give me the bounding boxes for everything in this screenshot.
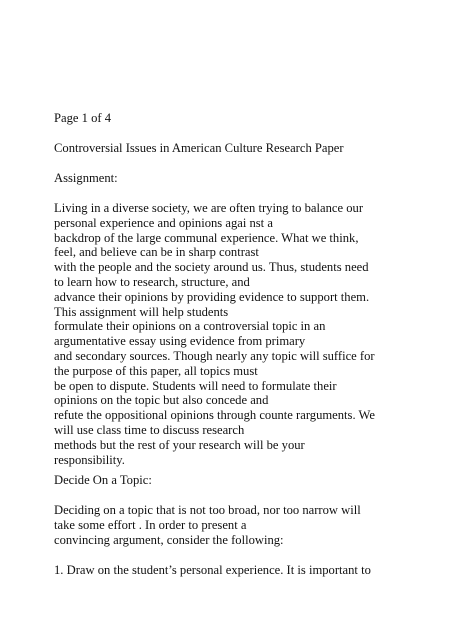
- paragraph-line: to learn how to research, structure, and: [54, 274, 250, 289]
- paragraph-line: feel, and believe can be in sharp contrast: [54, 245, 259, 260]
- paragraph-line: backdrop of the large communal experience. What we think,: [54, 230, 359, 245]
- paragraph-line: personal experience and opinions agai nst a: [54, 215, 273, 230]
- paragraph-line: Living in a diverse society, we are often trying to balance our: [54, 201, 364, 215]
- paragraph-line: Deciding on a topic that is not too broad, nor too narrow will: [54, 503, 361, 517]
- paragraph-line: argumentative essay using evidence from primary: [54, 334, 306, 349]
- paragraph-line: take some effort . In order to present a: [54, 517, 247, 532]
- paragraph-line: responsibility.: [54, 452, 125, 467]
- paragraph-line: convincing argument, consider the following:: [54, 532, 284, 547]
- paragraph-line: advance their opinions by providing evidence to support them.: [54, 289, 370, 304]
- assignment-paragraph: [54, 201, 404, 467]
- topic-paragraph: [54, 503, 404, 547]
- paragraph-line: and secondary sources. Though nearly any topic will suffice for: [54, 348, 375, 363]
- paragraph-line: opinions on the topic but also concede and: [54, 393, 269, 408]
- paragraph-line: will use class time to discuss research: [54, 422, 245, 437]
- assignment-heading: Assignment:: [54, 171, 118, 185]
- paragraph-line: with the people and the society around us. Thus, students need: [54, 260, 369, 275]
- paragraph-line: be open to dispute. Students will need to formulate their: [54, 378, 337, 393]
- paragraph-line: the purpose of this paper, all topics must: [54, 363, 258, 378]
- document-title: Controversial Issues in American Culture Research Paper: [54, 141, 344, 155]
- page-header: Page 1 of 4: [54, 111, 112, 125]
- paragraph-line: refute the oppositional opinions through counte rarguments. We: [54, 408, 375, 423]
- paragraph-line: methods but the rest of your research will be your: [54, 437, 305, 452]
- list-item-1: 1. Draw on the student’s personal experience. It is important to: [54, 563, 371, 577]
- paragraph-line: formulate their opinions on a controversial topic in an: [54, 319, 326, 334]
- topic-heading: Decide On a Topic:: [54, 473, 152, 487]
- paragraph-line: This assignment will help students: [54, 304, 229, 319]
